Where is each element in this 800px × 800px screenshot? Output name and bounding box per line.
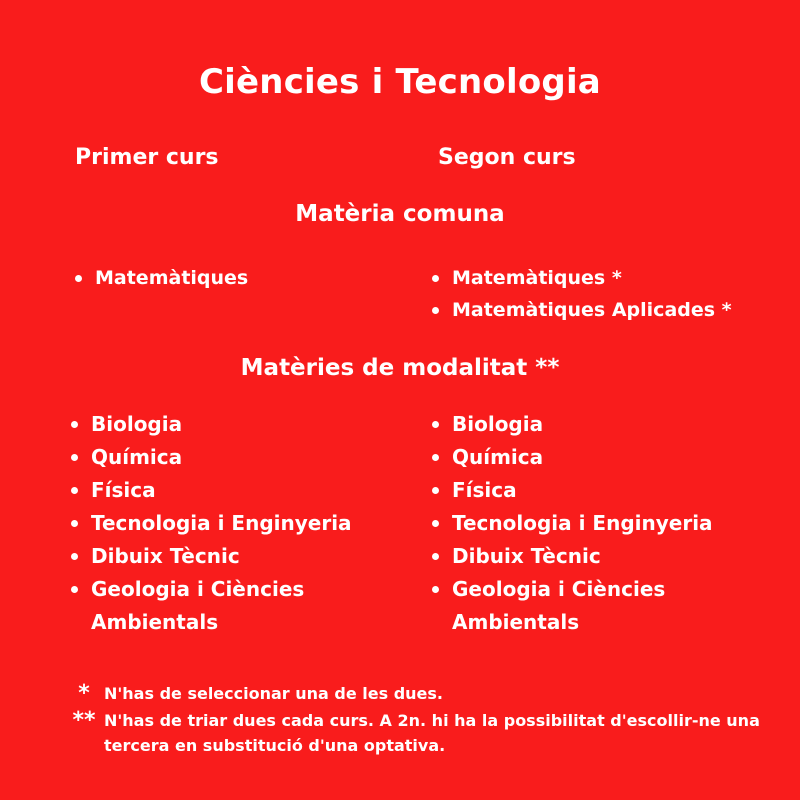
footnote-single-asterisk: [68, 681, 800, 707]
list-item: Física: [430, 474, 770, 507]
modality-subjects-first-year: [69, 408, 399, 639]
list-item: Geologia i Ciències Ambientals: [430, 573, 692, 639]
page-title: Ciències i Tecnologia: [199, 62, 601, 102]
list-item: Matemàtiques: [73, 262, 393, 294]
common-subjects-second-year: [430, 262, 790, 326]
list-item: Física: [69, 474, 399, 507]
list-item: Matemàtiques *: [430, 262, 790, 294]
list-item: Dibuix Tècnic: [69, 540, 399, 573]
list-item: Tecnologia i Enginyeria: [69, 507, 399, 540]
footnote-double-asterisk: [68, 708, 800, 768]
list-item: Química: [430, 441, 770, 474]
footnote-text: N'has de seleccionar una de les dues.: [104, 684, 443, 703]
list-item: Química: [69, 441, 399, 474]
list-item: Dibuix Tècnic: [430, 540, 770, 573]
modality-subjects-heading: Matèries de modalitat **: [240, 355, 560, 381]
footnote-text: N'has de triar dues cada curs. A 2n. hi ha la possibilitat d'escollir-ne una tercera en substitució d'una optativa.: [104, 711, 760, 755]
list-item: Matemàtiques Aplicades *: [430, 294, 790, 326]
footnote-mark: *: [78, 681, 90, 706]
column-heading-first-year: Primer curs: [75, 145, 219, 170]
list-item: Biologia: [69, 408, 399, 441]
list-item: Geologia i Ciències Ambientals: [69, 573, 331, 639]
common-subject-heading: Matèria comuna: [295, 201, 505, 227]
footnote-mark: **: [72, 708, 96, 733]
modality-subjects-second-year: [430, 408, 770, 639]
list-item: Biologia: [430, 408, 770, 441]
common-subjects-first-year: [73, 262, 393, 294]
list-item: Tecnologia i Enginyeria: [430, 507, 770, 540]
column-heading-second-year: Segon curs: [438, 145, 576, 170]
